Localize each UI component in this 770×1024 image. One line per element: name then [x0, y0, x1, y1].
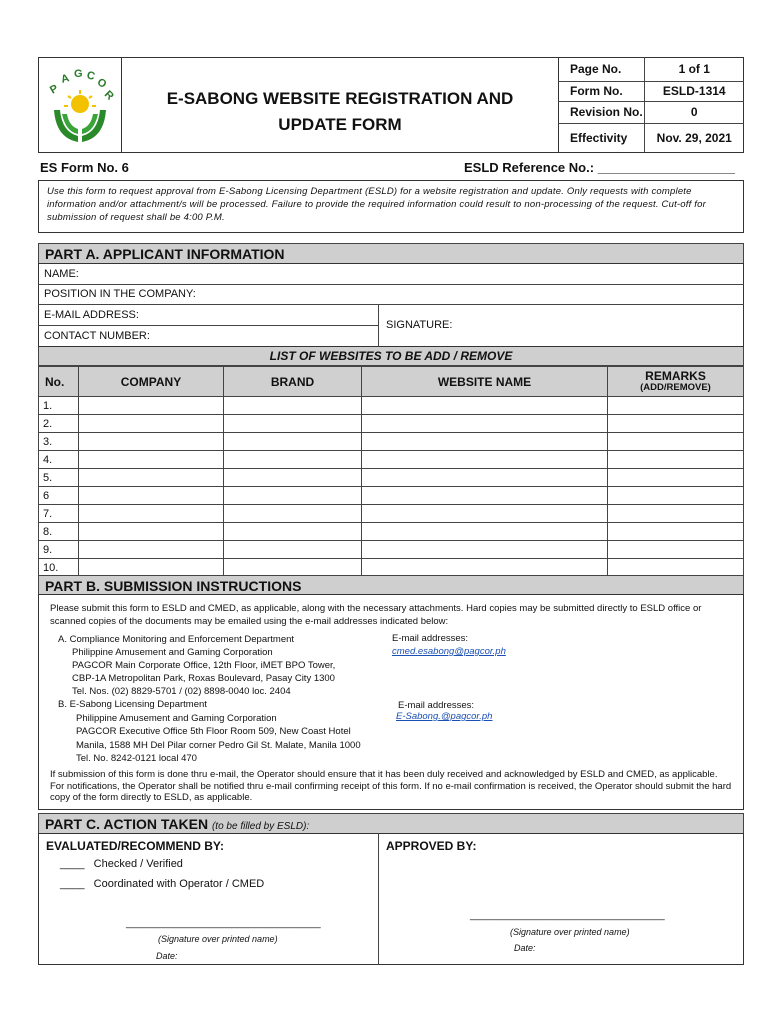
position-label: POSITION IN THE COMPANY: — [44, 288, 196, 300]
row-number: 8. — [39, 523, 79, 541]
meta-label: Form No. — [558, 81, 644, 101]
svg-text:O: O — [95, 76, 109, 91]
part-c-title: PART C. ACTION TAKEN — [45, 816, 209, 832]
remarks-cell[interactable] — [608, 451, 744, 469]
cmed-address-line: PAGCOR Main Corporate Office, 12th Floor, iMET BPO Tower, — [72, 660, 336, 671]
part-b-footer: If submission of this form is done thru e-mail, the Operator should ensure that it has been duly received and acknowledged by ESLD and CMED, as applicable. For notifications, the Operator shall be notified thru e-mail confirming receipt of this form. If no e-mail confirmation is received, the Operator should submit the hard copy of the form directly to ESLD, as applicable. — [50, 769, 732, 803]
form-title-line1: E-SABONG WEBSITE REGISTRATION AND — [166, 89, 514, 108]
brand-cell[interactable] — [224, 559, 362, 577]
check-label: Coordinated with Operator / CMED — [93, 878, 265, 890]
brand-cell[interactable] — [224, 415, 362, 433]
row-number: 4. — [39, 451, 79, 469]
websites-table — [38, 366, 744, 577]
table-row — [39, 487, 744, 505]
company-cell[interactable] — [79, 415, 224, 433]
pagcor-logo-icon — [42, 62, 118, 148]
svg-text:R: R — [101, 88, 116, 103]
remarks-cell[interactable] — [608, 487, 744, 505]
table-row — [39, 397, 744, 415]
remarks-label: REMARKS — [645, 368, 706, 383]
remarks-cell[interactable] — [608, 415, 744, 433]
esld-reference: ESLD Reference No.: ___________________ — [464, 160, 736, 175]
pagcor-logo — [42, 62, 118, 148]
brand-cell[interactable] — [224, 433, 362, 451]
remarks-sublabel: (ADD/REMOVE) — [640, 381, 711, 393]
brand-cell[interactable] — [224, 451, 362, 469]
row-number: 2. — [39, 415, 79, 433]
esld-block — [58, 698, 398, 766]
part-c-note: (to be filled by ESLD): — [211, 821, 310, 832]
company-cell[interactable] — [79, 487, 224, 505]
signature-label: SIGNATURE: — [386, 319, 453, 331]
company-cell[interactable] — [79, 451, 224, 469]
website-cell[interactable] — [362, 469, 608, 487]
table-row — [39, 559, 744, 577]
instructions-text: Use this form to request approval from E-Sabong Licensing Department (ESLD) for a website registration and update. Only requests with complete information and/or attachment/s will be processed. Failure to provide the required information could result to non-processing of the request. Cut-off for submission of request shall be 4:00 P.M. — [47, 186, 706, 223]
table-row — [39, 505, 744, 523]
svg-text:G: G — [74, 68, 83, 80]
row-number: 3. — [39, 433, 79, 451]
col-header-company: COMPANY — [79, 367, 224, 397]
website-cell[interactable] — [362, 433, 608, 451]
evaluator-date-label: Date: — [156, 951, 178, 961]
checkbox-line[interactable]: ____ — [60, 858, 85, 870]
col-header-remarks — [608, 367, 744, 397]
cmed-address-line: Philippine Amusement and Gaming Corporation — [72, 647, 273, 658]
esld-title: B. E-Sabong Licensing Department — [58, 699, 207, 710]
remarks-cell[interactable] — [608, 541, 744, 559]
meta-value: 0 — [644, 101, 744, 123]
name-label: NAME: — [44, 268, 79, 280]
row-number: 10. — [39, 559, 79, 577]
cmed-email-label: E-mail addresses: — [392, 633, 469, 644]
es-form-number: ES Form No. 6 — [40, 160, 129, 175]
cmed-address-line: CBP-1A Metropolitan Park, Roxas Boulevard, Pasay City 1300 — [72, 673, 335, 684]
approver-signature-caption: (Signature over printed name) — [510, 927, 630, 937]
row-number: 1. — [39, 397, 79, 415]
approver-date-label: Date: — [514, 943, 536, 953]
check-label: Checked / Verified — [93, 858, 183, 870]
approver-signature-line[interactable]: ___________________________________ — [470, 910, 665, 921]
part-b-intro: Please submit this form to ESLD and CMED, as applicable, along with the necessary attachments. Hard copies may be submitted directly to ESLD office or scanned copies of the documents may be emailed using the e-mail addresses indicated below: — [50, 603, 702, 627]
website-cell[interactable] — [362, 415, 608, 433]
row-number: 6 — [39, 487, 79, 505]
evaluator-signature-caption: (Signature over printed name) — [158, 934, 278, 944]
meta-label: Page No. — [558, 57, 644, 81]
form-title — [122, 86, 558, 138]
website-cell[interactable] — [362, 559, 608, 577]
esld-address-line: PAGCOR Executive Office 5th Floor Room 509, New Coast Hotel — [76, 726, 351, 737]
row-number: 5. — [39, 469, 79, 487]
checkbox-line[interactable]: ____ — [60, 878, 85, 890]
brand-cell[interactable] — [224, 397, 362, 415]
row-number: 9. — [39, 541, 79, 559]
esld-address-line: Tel. No. 8242-0121 local 470 — [76, 753, 197, 764]
websites-rows — [39, 397, 744, 577]
evaluator-signature-line[interactable]: ___________________________________ — [126, 918, 321, 929]
remarks-cell[interactable] — [608, 505, 744, 523]
meta-label: Effectivity — [558, 123, 644, 152]
company-cell[interactable] — [79, 559, 224, 577]
evaluated-label: EVALUATED/RECOMMEND BY: — [46, 839, 224, 853]
website-cell[interactable] — [362, 505, 608, 523]
esld-email-label: E-mail addresses: — [398, 700, 475, 711]
brand-cell[interactable] — [224, 487, 362, 505]
website-cell[interactable] — [362, 541, 608, 559]
form-title-line2: UPDATE FORM — [278, 115, 402, 134]
instructions-box — [38, 180, 744, 233]
remarks-cell[interactable] — [608, 523, 744, 541]
website-cell[interactable] — [362, 523, 608, 541]
remarks-cell[interactable] — [608, 397, 744, 415]
meta-value: 1 of 1 — [644, 57, 744, 81]
row-number: 7. — [39, 505, 79, 523]
table-row — [39, 451, 744, 469]
col-header-brand: BRAND — [224, 367, 362, 397]
table-row — [39, 415, 744, 433]
esld-email-link[interactable]: E-Sabong.@pagcor.ph — [396, 711, 493, 722]
part-c-header — [38, 813, 744, 834]
divider — [378, 304, 379, 347]
remarks-cell[interactable] — [608, 433, 744, 451]
check-item-verified — [60, 858, 183, 870]
meta-value: Nov. 29, 2021 — [644, 123, 744, 152]
part-a-header: PART A. APPLICANT INFORMATION — [38, 243, 744, 264]
cmed-address-line: Tel. Nos. (02) 8829-5701 / (02) 8898-0040 loc. 2404 — [72, 686, 291, 697]
brand-cell[interactable] — [224, 541, 362, 559]
meta-table — [558, 57, 744, 152]
svg-text:P: P — [48, 82, 61, 97]
company-cell[interactable] — [79, 433, 224, 451]
approved-label: APPROVED BY: — [386, 839, 477, 853]
table-row — [39, 523, 744, 541]
website-cell[interactable] — [362, 451, 608, 469]
meta-label: Revision No. — [558, 101, 644, 123]
col-header-no: No. — [39, 367, 79, 397]
cmed-title: A. Compliance Monitoring and Enforcement Department — [58, 634, 295, 645]
table-row — [39, 469, 744, 487]
esld-address-line: Manila, 1588 MH Del Pilar corner Pedro Gil St. Malate, Manila 1000 — [76, 739, 361, 751]
divider — [38, 284, 744, 285]
website-cell[interactable] — [362, 397, 608, 415]
table-row — [39, 433, 744, 451]
remarks-cell[interactable] — [608, 559, 744, 577]
brand-cell[interactable] — [224, 469, 362, 487]
company-cell[interactable] — [79, 523, 224, 541]
table-row — [39, 541, 744, 559]
esld-address-line: Philippine Amusement and Gaming Corporation — [76, 712, 277, 724]
website-cell[interactable] — [362, 487, 608, 505]
brand-cell[interactable] — [224, 505, 362, 523]
check-item-coordinated — [60, 878, 264, 890]
websites-list-title: LIST OF WEBSITES TO BE ADD / REMOVE — [38, 347, 744, 366]
remarks-cell[interactable] — [608, 469, 744, 487]
divider — [38, 304, 744, 305]
company-cell[interactable] — [79, 469, 224, 487]
svg-text:C: C — [85, 69, 97, 83]
contact-label: CONTACT NUMBER: — [44, 330, 150, 342]
email-label: E-MAIL ADDRESS: — [44, 309, 139, 321]
company-cell[interactable] — [79, 397, 224, 415]
col-header-website: WEBSITE NAME — [362, 367, 608, 397]
cmed-email-link[interactable]: cmed.esabong@pagcor.ph — [392, 646, 506, 657]
divider — [38, 325, 378, 326]
meta-value: ESLD-1314 — [644, 81, 744, 101]
brand-cell[interactable] — [224, 523, 362, 541]
svg-text:A: A — [59, 72, 71, 86]
company-cell[interactable] — [79, 541, 224, 559]
cmed-block — [58, 633, 398, 698]
part-c-divider — [378, 833, 379, 965]
part-b-header: PART B. SUBMISSION INSTRUCTIONS — [38, 575, 744, 595]
company-cell[interactable] — [79, 505, 224, 523]
